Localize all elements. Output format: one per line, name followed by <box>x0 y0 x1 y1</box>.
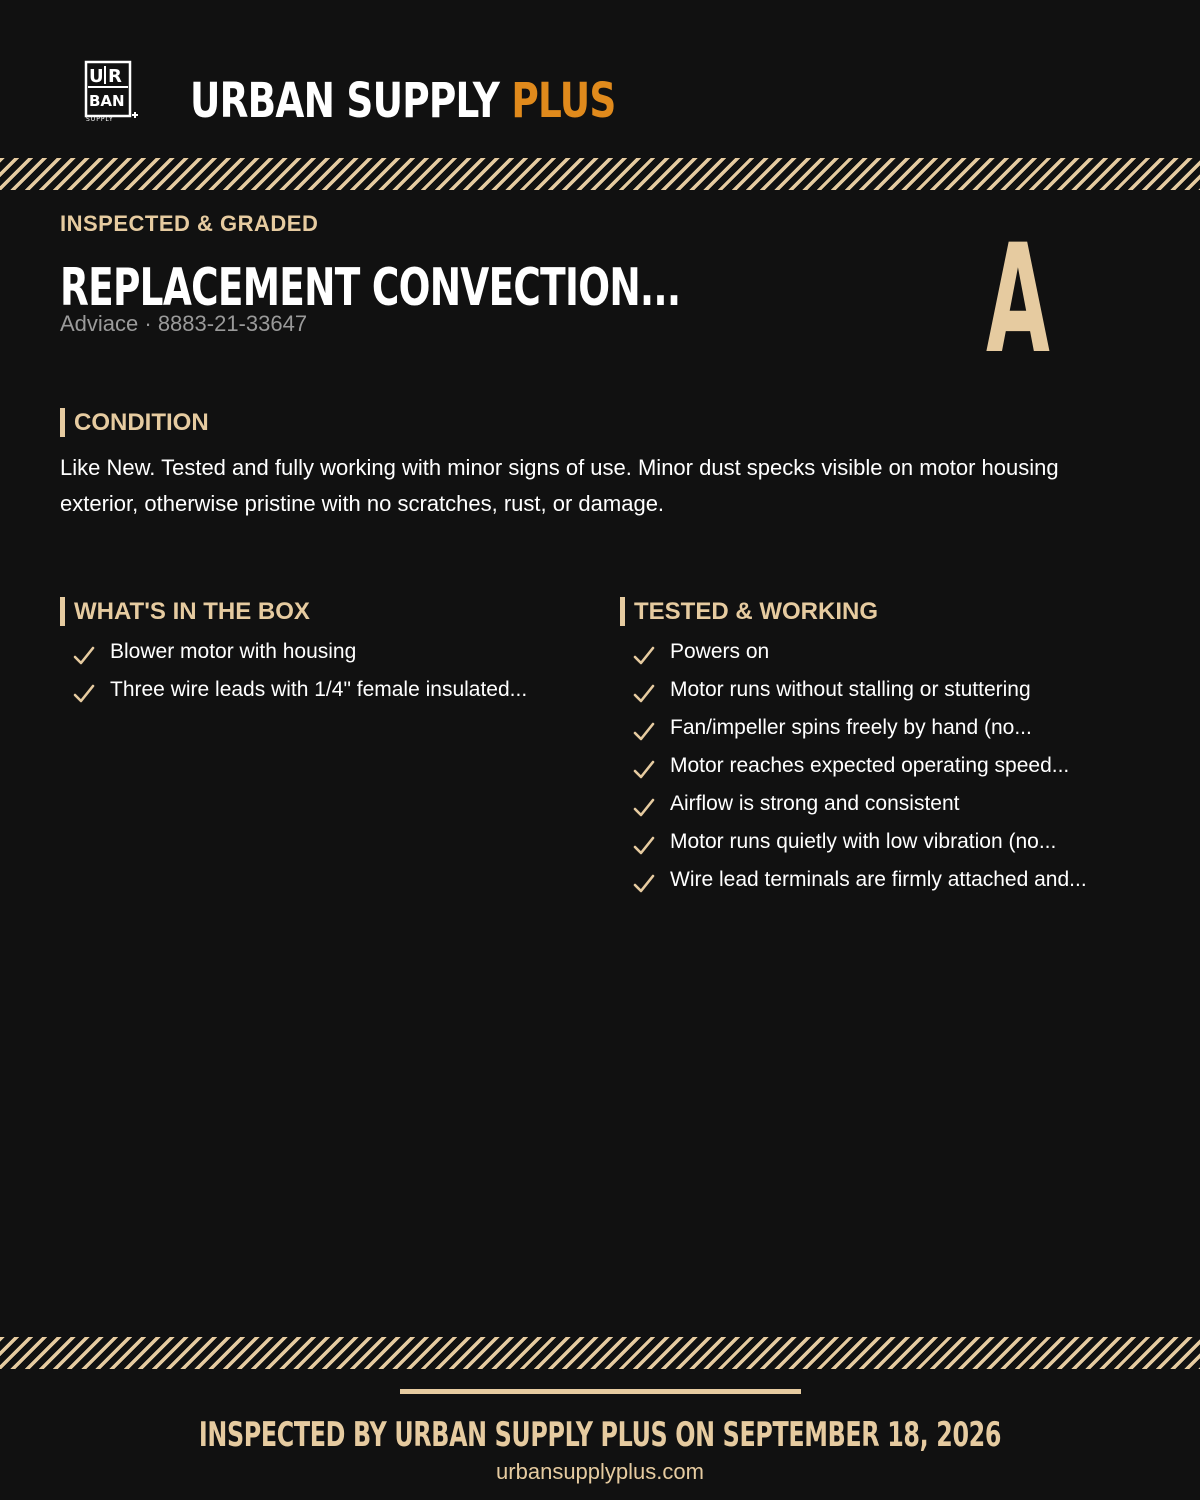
list-item-label: Motor runs quietly with low vibration (no... <box>670 830 1057 853</box>
hazard-stripe-bottom <box>0 1337 1200 1369</box>
list-item <box>632 712 1152 750</box>
checkmark-icon <box>72 644 96 668</box>
list-item-label: Powers on <box>670 640 770 663</box>
svg-text:SUPPLY: SUPPLY <box>86 116 114 122</box>
list-item <box>632 636 1152 674</box>
urban-supply-logo-icon <box>84 60 138 122</box>
list-item <box>632 750 1152 788</box>
checkmark-icon <box>632 872 656 896</box>
svg-text:BAN: BAN <box>89 92 125 110</box>
checkmark-icon <box>632 644 656 668</box>
grade-letter: A <box>986 213 1050 387</box>
footer-divider <box>400 1389 801 1394</box>
footer-inspected-line <box>0 1414 1200 1456</box>
list-item <box>632 674 1152 712</box>
product-subtitle: Adviace · 8883-21-33647 <box>60 311 308 336</box>
brand-name <box>190 68 616 134</box>
checkmark-icon <box>632 758 656 782</box>
hazard-stripe-top <box>0 158 1200 190</box>
list-item-label: Motor reaches expected operating speed... <box>670 754 1070 777</box>
list-item-label: Motor runs without stalling or stuttering <box>670 678 1031 701</box>
checkmark-icon <box>72 682 96 706</box>
svg-text:R: R <box>108 66 122 87</box>
checkmark-icon <box>632 720 656 744</box>
footer-inspected-text: INSPECTED BY URBAN SUPPLY PLUS ON SEPTEMBER 18, 2026 <box>198 1415 1002 1455</box>
list-item <box>632 788 1152 826</box>
svg-text:U: U <box>89 66 104 87</box>
list-item-label: Blower motor with housing <box>110 640 357 663</box>
list-item <box>72 674 592 712</box>
checkmark-icon <box>632 682 656 706</box>
list-item <box>632 826 1152 864</box>
list-item-label: Fan/impeller spins freely by hand (no... <box>670 716 1032 739</box>
checkmark-icon <box>632 834 656 858</box>
header <box>0 0 1200 160</box>
list-item <box>632 864 1152 902</box>
list-item-label: Wire lead terminals are firmly attached and... <box>670 868 1087 891</box>
in-the-box-list <box>72 636 592 712</box>
brand-accent: PLUS <box>511 73 616 129</box>
eyebrow-label: INSPECTED & GRADED <box>60 211 319 236</box>
tested-heading: TESTED & WORKING <box>620 598 878 626</box>
checkmark-icon <box>632 796 656 820</box>
condition-text: Like New. Tested and fully working with minor signs of use. Minor dust specks visible on motor housing exterior, otherwise pristine with no scratches, rust, or damage. <box>60 455 1059 516</box>
list-item-label: Airflow is strong and consistent <box>670 792 960 815</box>
condition-heading: CONDITION <box>60 409 209 437</box>
list-item-label: Three wire leads with 1/4" female insulated... <box>110 678 528 701</box>
tested-list <box>632 636 1152 902</box>
product-title: REPLACEMENT CONVECTION... <box>60 258 681 318</box>
in-the-box-heading: WHAT'S IN THE BOX <box>60 598 310 626</box>
brand-primary: URBAN SUPPLY <box>190 73 500 129</box>
list-item <box>72 636 592 674</box>
footer-url[interactable]: urbansupplyplus.com <box>496 1459 704 1484</box>
